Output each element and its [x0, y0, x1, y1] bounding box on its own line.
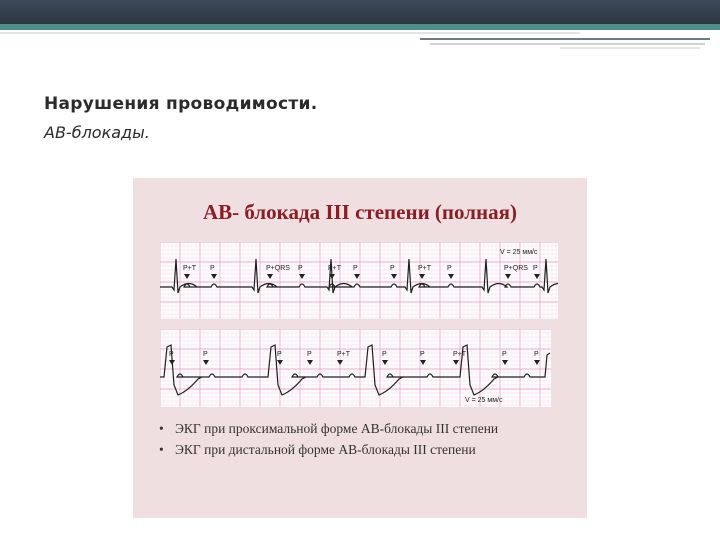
wave-label: P [307, 351, 312, 358]
wave-label: P+T [453, 351, 467, 358]
wave-marker-arrow [448, 274, 454, 279]
wave-marker-arrow [382, 360, 388, 365]
wave-label: P+T [337, 351, 351, 358]
ecg-figure [133, 178, 587, 518]
ecg-strip-proximal [160, 242, 558, 319]
wave-marker-arrow [277, 360, 283, 365]
wave-label: P [533, 265, 538, 272]
wave-label: P [447, 265, 452, 272]
header-decoration-lines [0, 30, 720, 52]
caption-item-distal: • ЭКГ при дистальной форме АВ-блокады III степени [159, 439, 498, 460]
ecg-trace-distal [160, 345, 550, 395]
wave-label: P [203, 351, 208, 358]
figure-title: АВ- блокада III степени (полная) [203, 200, 517, 224]
wave-marker-arrow [354, 274, 360, 279]
wave-marker-arrow [502, 360, 508, 365]
wave-label: P+T [183, 265, 197, 272]
wave-marker-arrow [169, 360, 175, 365]
wave-marker-arrow [184, 274, 190, 279]
wave-label: P [298, 265, 303, 272]
wave-label: P+QRS [504, 265, 528, 272]
wave-label: P [534, 351, 539, 358]
ecg-strip-distal-graph [160, 329, 551, 407]
wave-label: P [382, 351, 387, 358]
wave-marker-arrow [534, 274, 540, 279]
wave-marker-arrow [534, 360, 540, 365]
header-bar [0, 0, 720, 24]
paper-speed-label: V = 25 мм/с [500, 249, 538, 256]
wave-label: P+T [328, 265, 342, 272]
wave-label: P [420, 351, 425, 358]
wave-label: P+QRS [266, 265, 290, 272]
wave-marker-arrow [420, 360, 426, 365]
wave-label: P [169, 351, 174, 358]
wave-marker-arrow [505, 274, 511, 279]
wave-label: P [390, 265, 395, 272]
caption-item-proximal: • ЭКГ при проксимальной форме АВ-блокады III степени [159, 418, 498, 439]
figure-caption-list [159, 418, 498, 460]
wave-label: P [353, 265, 358, 272]
wave-marker-arrow [337, 360, 343, 365]
slide-title: Нарушения проводимости. [44, 94, 318, 114]
wave-label: P+T [418, 265, 432, 272]
wave-label: P [277, 351, 282, 358]
wave-label: P [210, 265, 215, 272]
ecg-strip-proximal-graph [160, 242, 558, 319]
ecg-strip-distal [160, 329, 551, 407]
slide-subtitle: АВ-блокады. [44, 123, 150, 142]
paper-speed-label: V = 25 мм/с [465, 397, 503, 404]
wave-label: P [502, 351, 507, 358]
wave-marker-arrow [453, 360, 459, 365]
